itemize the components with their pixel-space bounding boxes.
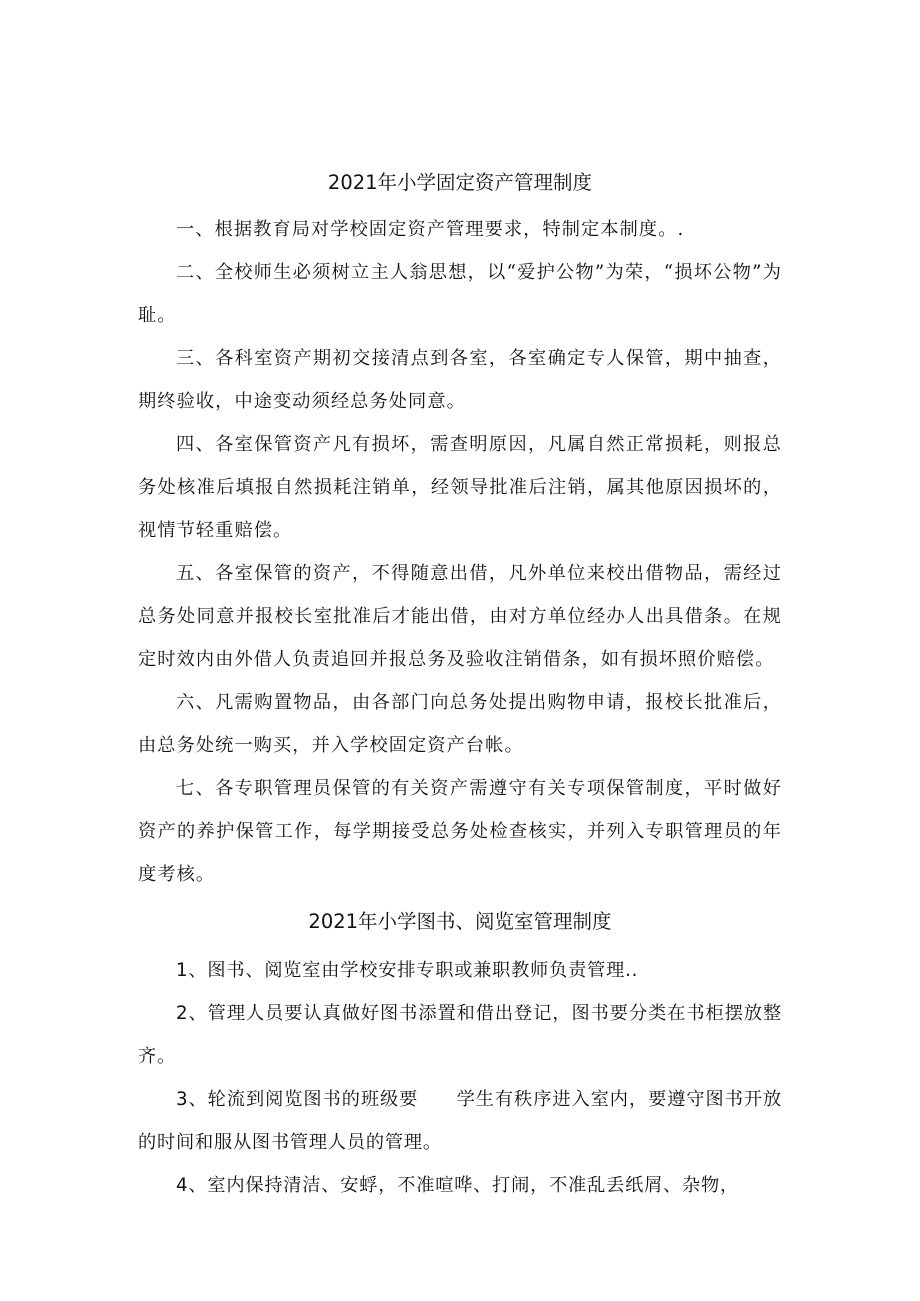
section-2-paragraph-2: 2、管理人员要认真做好图书添置和借出登记，图书要分类在书柜摆放整齐。 <box>138 1003 782 1067</box>
section-1-paragraph-3: 三、各科室资产期初交接清点到各室，各室确定专人保管，期中抽查，期终验收，中途变动须经总务处同意。 <box>138 348 782 412</box>
section-1-paragraph-7: 七、各专职管理员保管的有关资产需遵守有关专项保管制度，平时做好资产的养护保管工作，每学期接受总务处检查核实，并列入专职管理员的年度考核。 <box>138 778 782 885</box>
section-2-paragraph-3: 3、轮流到阅览图书的班级要 学生有秩序进入室内，要遵守图书开放的时间和服从图书管理人员的管理。 <box>138 1089 782 1153</box>
section-1-paragraph-1: 一、根据教育局对学校固定资产管理要求，特制定本制度。. <box>176 219 685 240</box>
section-2-title: 2021年小学图书、阅览室管理制度 <box>308 910 612 933</box>
section-1-title: 2021年小学固定资产管理制度 <box>327 171 593 194</box>
section-2-paragraph-4: 4、室内保持清洁、安蜉，不准喧哗、打闹，不准乱丢纸屑、杂物， <box>176 1175 740 1196</box>
section-1-paragraph-5: 五、各室保管的资产，不得随意出借，凡外单位来校出借物品，需经过总务处同意并报校长室批准后才能出借，由对方单位经办人出具借条。在规定时效内由外借人负责追回并报总务及验收注销借条，如有损坏照价赔偿。 <box>138 563 782 670</box>
document-body <box>138 168 782 1207</box>
section-1-paragraph-2: 二、全校师生必须树立主人翁思想，以“爱护公物”为荣，“损坏公物”为耻。 <box>138 262 782 326</box>
section-1-paragraph-6: 六、凡需购置物品，由各部门向总务处提出购物申请，报校长批准后，由总务处统一购买，并入学校固定资产台帐。 <box>138 692 782 756</box>
section-2-paragraph-1: 1、图书、阅览室由学校安排专职或兼职教师负责管理.. <box>176 960 639 981</box>
section-1-paragraph-4: 四、各室保管资产凡有损坏，需查明原因，凡属自然正常损耗，则报总务处核准后填报自然损耗注销单，经领导批准后注销，属其他原因损坏的，视情节轻重赔偿。 <box>138 434 782 541</box>
